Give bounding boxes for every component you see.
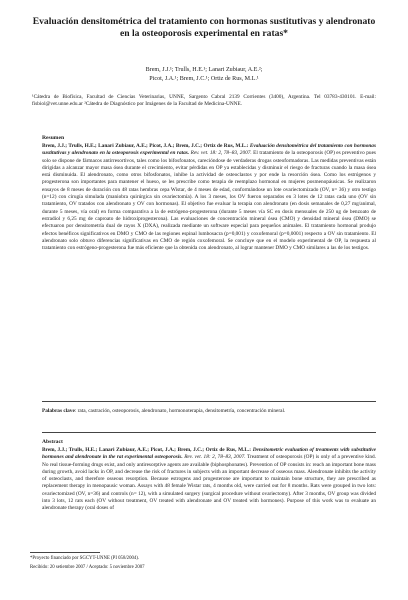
keywords-text: : rata, castración, osteoporosis, alendronato, hormonoterapia, densitometría, concentración mineral.	[74, 408, 286, 414]
abstract-heading: Abstract	[42, 439, 63, 445]
abstract-text: Treatment of osteoporosis (OP) is only of a preventive kind. No real tissue-forming drugs exist, and only antiresorptive agents are available (biphosphonates). Prevention of OP consists in: reach an important bone mass during growth, avoid lacks in OP, and decrease the risk of fractures in subjects with an important decrease of osseous mass. Alendronate inhibits the activity of osteoclasts, and therefore osseous resorption. Because estrogens and progesterone are important to maintain bone structure, they are prescribed as replacement therapy in menopausic woman. Assays with 48 female Wistar rats, 4 months old, were carried out for 8 months. Rats were grouped in two lots: ovariectomized (OV, n=36) and controls (n= 12), with a simulated surgery (surgical procedure without ovariectomy). After 3 months, OV group was divided into 3 lots, 12 rats each (OV without treatment, OV treated with alendronate and OV treated with hormones). Purpose of this work was to evaluate an alendronate therapy (oral doses of	[42, 454, 376, 512]
keywords	[42, 408, 376, 415]
paper-title: Evaluación densitométrica del tratamiento con hormonas sustitutivas y alendronato en la osteoporosis experimental en ratas*	[32, 16, 376, 39]
abstract-citation-ref: Rev. vet. 18: 2, 78–83, 2007.	[184, 454, 246, 461]
divider-bottom	[42, 432, 376, 433]
footnote-rule	[30, 552, 100, 553]
authors-line-2: Picot, J.A.¹; Brem, J.C.¹; Ortiz de Rus, M.L.¹	[149, 76, 259, 82]
abstract-body	[42, 447, 376, 547]
abstract-citation-title: Densitometric evaluation of treatments with substitutive hormones and alendronate in the rat experimental osteoporosis.	[42, 447, 376, 461]
resumen-body	[42, 143, 376, 391]
authors-line-1: Brem, J.J.¹; Trulls, H.E.¹; Lanari Zubiaur, A.E.²;	[145, 67, 263, 73]
affiliation: ¹Cátedra de Biofísica, Facultad de Ciencias Veterinarias, UNNE, Sargento Cabral 2139 Corrientes (3400), Argentina. Tel 03783-430101. E-mail: fisbiol@vet.unne.edu.ar ²Cátedra de Diagnóstico por Imágenes de la Facultad de Medicina-UNNE.	[32, 94, 376, 107]
footnote-dates: Recibido: 20 setiembre 2007 / Aceptado: 5 noviembre 2007	[30, 565, 145, 570]
resumen-citation-ref: Rev. vet. 18: 2, 78–83, 2007.	[190, 150, 252, 157]
abstract-citation-authors: Brem, J.J.; Trulls, H.E.; Lanari Zubiaur, A.E.; Picot, J.A.; Brem, J.C.; Ortiz de Rus, M.L.:	[42, 447, 252, 453]
resumen-heading: Resumen	[42, 135, 65, 141]
resumen-citation-authors: Brem, J.J.; Trulls, H.E.; Lanari Zubiaur, A.E.; Picot, J.A.; Brem, J.C.; Ortiz de Rus, M.L.:	[42, 143, 249, 149]
footnote-funding: *Proyecto financiado por SGCYT-UNNE (PI 058/2004).	[30, 556, 140, 561]
resumen-text: El tratamiento de la osteoporosis (OP) es preventivo pues solo se dispone de fármacos antirresortivos, tales como los bifosfonatos, carecióndose de verdaderas drogas osteoformadoras. Las medidas preventivas están dirigidas a alcanzar mayor masa ósea durante el crecimiento, evitar pérdidas en OP ya establecidas y disminuir el riesgo de fracturas cuando la masa ósea está disminuida. El alendronato, como otros bifosfonatos, inhibe la actividad de osteoclastos y por ende la resorción ósea. Como los estrógenos y progesterona son importantes para mantener el hueso, se les prescribe como terapia de reemplazo hormonal en mujeres posmenopáusicas. Se realizaron ensayos de 8 meses de duración con 48 ratas hembras cepa Wistar, de 4 meses de edad, conformándose un lote ovariectomizado (OV, n= 36) y otro testigo (n=12) con cirugía simulada (maniobra quirúrgica sin ovariectomía). A los 3 meses, los OV fueron separados en 3 lotes de 12 ratas cada uno (OV sin tratamiento, OV tratados con alendronato y OV con hormonas). El objetivo fue evaluar la terapia con alendronato (en dosis semanales de 0,27 mg/animal, durante 5 meses, vía oral) en forma comparativa a la de estrógeno-progesterona (durante 5 meses vía SC en dosis mensuales de 250 ug de benzoato de estradiol y 6,25 mg de caproato de hidroxiprogesterona). Las evaluaciones de concentración mineral ósea (CMO) y densidad mineral ósea (DMO) se efectuaron por densitometría dual de rayos X (DXA), realizada mediante un software especial para pequeños animales. El tratamiento hormonal produjo efectos benéficos significativos en DMO y CMO de las regiones espinal lumbosacra (p=0,001) y coxofemoral (p=0,0001) respecto a OV sin tratamiento. El alendronato solo obtuvo diferencias significativas en CMO de región coxofemoral. Se concluye que en el modelo experimental de OP, la respuesta al tratamiento con estrógeno-progesterona fue más eficiente que la obtenida con alendronato, al lograr mantener DMO y CMO similares a las de los testigos.	[42, 150, 376, 252]
divider-top	[42, 401, 376, 402]
resumen-citation-title: Evaluación densitométrica del tratamiento con hormonas sustitutivas y alendronato en la osteoporosis experimental en ratas.	[42, 143, 376, 157]
keywords-label: Palabras clave	[42, 408, 75, 414]
